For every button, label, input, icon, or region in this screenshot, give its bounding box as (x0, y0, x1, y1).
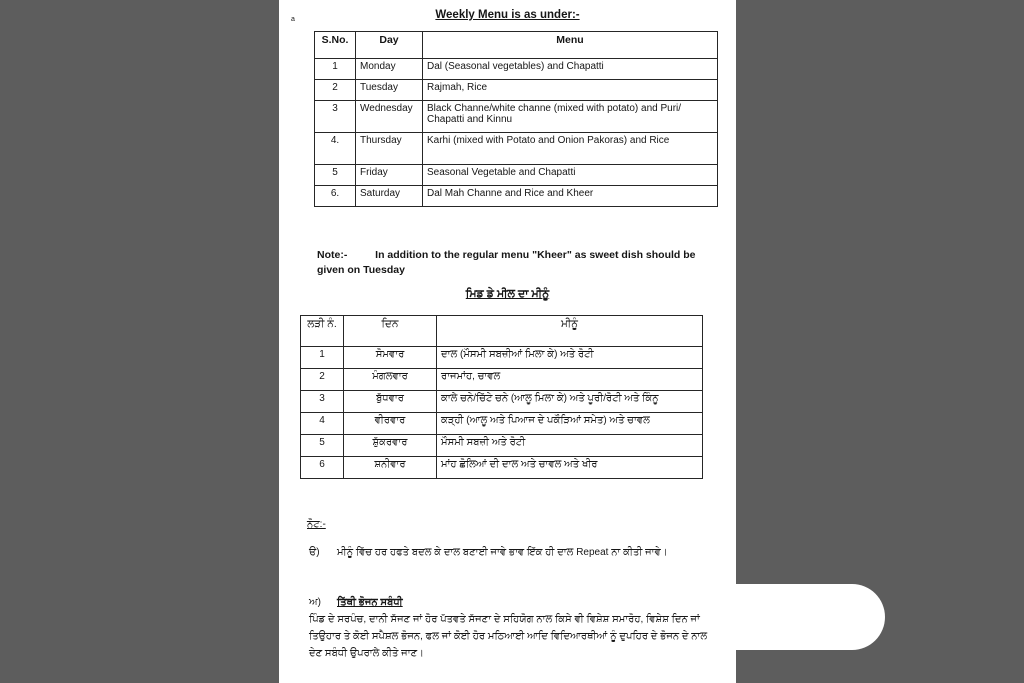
table-row (315, 101, 718, 133)
table-row (315, 133, 718, 165)
note-label: Note:- (317, 249, 348, 261)
day-cell: ਸ਼ੁੱਕਰਵਾਰ (344, 435, 437, 457)
white-overlay-shape (735, 584, 885, 650)
day-cell: Friday (356, 165, 423, 186)
sno-cell: 2 (315, 80, 356, 101)
item-text: ਪਿੰਡ ਦੇ ਸਰਪੰਚ, ਦਾਨੀ ਸੱਜਣ ਜਾਂ ਹੋਰ ਪੱਤਵਤੇ ਸੱਜਣਾ ਦੇ ਸਹਿਯੋਗ ਨਾਲ ਕਿਸੇ ਵੀ ਵਿਸ਼ੇਸ਼ ਸਮਾਰੋਹ, ਵਿਸ਼ੇਸ਼ ਦਿਨ ਜਾਂ ਤਿਉਹਾਰ ਤੇ ਕੋਈ ਸਪੈਸ਼ਲ ਭੋਜਨ, ਫਲ ਜਾਂ ਕੋਈ ਹੋਰ ਮਠਿਆਈ ਆਦਿ ਵਿਦਿਆਰਥੀਆਂ ਨੂੰ ਦੁਪਹਿਰ ਦੇ ਭੋਜਨ ਦੇ ਨਾਲ ਦੇਣ ਸਬੰਧੀ ਉਪਰਾਲੇ ਕੀਤੇ ਜਾਣ। (309, 614, 708, 659)
header-sno: S.No. (315, 32, 356, 59)
table-row (301, 457, 703, 479)
menu-cell: ਮਾਂਹ ਛੋਲਿਆਂ ਦੀ ਦਾਲ ਅਤੇ ਚਾਵਲ ਅਤੇ ਖੀਰ (437, 457, 703, 479)
day-cell: Thursday (356, 133, 423, 165)
day-cell: Saturday (356, 186, 423, 207)
sno-cell: 1 (301, 347, 344, 369)
day-cell: Monday (356, 59, 423, 80)
header-menu: Menu (423, 32, 718, 59)
sno-cell: 4. (315, 133, 356, 165)
sno-cell: 2 (301, 369, 344, 391)
menu-cell: Rajmah, Rice (423, 80, 718, 101)
punjabi-title: ਮਿਡ ਡੇ ਮੀਲ ਦਾ ਮੀਨੂੰ (465, 288, 550, 300)
table-row (315, 165, 718, 186)
header-menu: ਮੀਨੂੰ (437, 316, 703, 347)
document-page (279, 0, 736, 683)
table-row (315, 59, 718, 80)
item-marker: ਅ) (309, 597, 321, 608)
sno-cell: 6. (315, 186, 356, 207)
sno-cell: 6 (301, 457, 344, 479)
sno-cell: 5 (315, 165, 356, 186)
punjabi-menu-table (300, 315, 703, 479)
header-day: ਦਿਨ (344, 316, 437, 347)
table-row (301, 413, 703, 435)
menu-cell: Seasonal Vegetable and Chapatti (423, 165, 718, 186)
day-cell: ਸ਼ਨੀਵਾਰ (344, 457, 437, 479)
note-item-b (309, 594, 709, 662)
english-note (317, 248, 715, 278)
table-row (301, 347, 703, 369)
day-cell: Wednesday (356, 101, 423, 133)
sno-cell: 5 (301, 435, 344, 457)
table-header-row (301, 316, 703, 347)
menu-cell: Dal Mah Channe and Rice and Kheer (423, 186, 718, 207)
sno-cell: 4 (301, 413, 344, 435)
day-cell: ਵੀਰਵਾਰ (344, 413, 437, 435)
sno-cell: 3 (301, 391, 344, 413)
item-text: ਮੀਨੂੰ ਵਿੱਚ ਹਰ ਹਫਤੇ ਬਦਲ ਕੇ ਦਾਲ ਬਣਾਈ ਜਾਵੇ ਭਾਵ ਇੱਕ ਹੀ ਦਾਲ Repeat ਨਾ ਕੀਤੀ ਜਾਵੇ। (337, 547, 668, 558)
day-cell: Tuesday (356, 80, 423, 101)
header-sno: ਲੜੀ ਨੰ. (301, 316, 344, 347)
table-row (301, 435, 703, 457)
page-mark: a (291, 16, 295, 23)
table-row (301, 391, 703, 413)
page-title: Weekly Menu is as under:- (435, 9, 580, 21)
item-heading: ਤਿੱਥੀ ਭੋਜਨ ਸਬੰਧੀ (337, 597, 403, 608)
menu-cell: ਰਾਜਮਾਂਹ, ਚਾਵਲ (437, 369, 703, 391)
menu-cell: ਦਾਲ (ਮੌਸਮੀ ਸਬਜ਼ੀਆਂ ਮਿਲਾ ਕੇ) ਅਤੇ ਰੋਟੀ (437, 347, 703, 369)
day-cell: ਬੁੱਧਵਾਰ (344, 391, 437, 413)
note-text: In addition to the regular menu "Kheer" as sweet dish should be given on Tuesday (317, 249, 696, 276)
note-item-a (309, 544, 709, 561)
table-row (301, 369, 703, 391)
header-day: Day (356, 32, 423, 59)
day-cell: ਮੰਗਲਵਾਰ (344, 369, 437, 391)
menu-cell: ਕੜ੍ਹੀ (ਆਲੂ ਅਤੇ ਪਿਆਜ ਦੇ ਪਕੌੜਿਆਂ ਸਮੇਤ) ਅਤੇ ਚਾਵਲ (437, 413, 703, 435)
table-row (315, 186, 718, 207)
menu-cell: Black Channe/white channe (mixed with potato) and Puri/ Chapatti and Kinnu (423, 101, 718, 133)
english-menu-table (314, 31, 718, 207)
day-cell: ਸੋਮਵਾਰ (344, 347, 437, 369)
table-row (315, 80, 718, 101)
punjabi-note-label: ਨੋਟ:- (307, 519, 326, 530)
menu-cell: Dal (Seasonal vegetables) and Chapatti (423, 59, 718, 80)
menu-cell: Karhi (mixed with Potato and Onion Pakoras) and Rice (423, 133, 718, 165)
menu-cell: ਕਾਲੇ ਚਨੇ/ਚਿੱਟੇ ਚਨੇ (ਆਲੂ ਮਿਲਾ ਕੇ) ਅਤੇ ਪੂਰੀ/ਰੋਟੀ ਅਤੇ ਕਿੰਨੂ (437, 391, 703, 413)
table-header-row (315, 32, 718, 59)
sno-cell: 1 (315, 59, 356, 80)
item-marker: ੳ) (309, 547, 320, 558)
sno-cell: 3 (315, 101, 356, 133)
menu-cell: ਮੌਸਮੀ ਸਬਜ਼ੀ ਅਤੇ ਰੋਟੀ (437, 435, 703, 457)
